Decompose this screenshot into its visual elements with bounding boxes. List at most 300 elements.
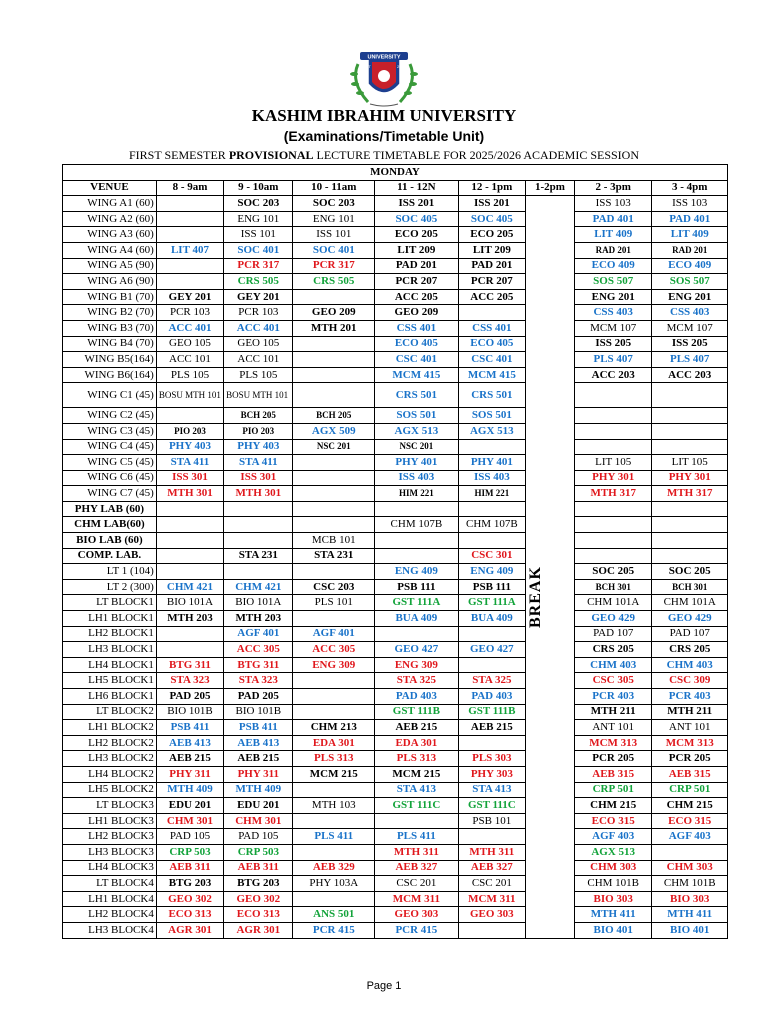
course-cell (293, 367, 375, 383)
break-cell (526, 829, 575, 845)
course-cell: MCM 107 (574, 320, 652, 336)
column-header: 2 - 3pm (574, 180, 652, 196)
course-cell: ANT 101 (574, 720, 652, 736)
break-cell (526, 751, 575, 767)
course-cell (375, 501, 459, 517)
table-row (63, 196, 728, 212)
course-cell: AGR 301 (156, 922, 223, 938)
course-cell: HIM 221 (458, 486, 525, 502)
course-cell: MCM 107 (652, 320, 728, 336)
course-cell: CHM 303 (652, 860, 728, 876)
break-cell (526, 196, 575, 212)
course-cell: MCM 311 (375, 891, 459, 907)
table-row (63, 320, 728, 336)
table-row (63, 455, 728, 471)
course-cell: SOC 401 (293, 242, 375, 258)
table-row (63, 289, 728, 305)
course-cell: LIT 105 (652, 455, 728, 471)
venue-cell: LH2 BLOCK4 (63, 907, 157, 923)
course-cell (458, 829, 525, 845)
break-cell (526, 423, 575, 439)
venue-cell: WING A5 (90) (63, 258, 157, 274)
course-cell: CSS 403 (574, 305, 652, 321)
table-row (63, 242, 728, 258)
course-cell: BIO 101A (156, 595, 223, 611)
break-cell (526, 860, 575, 876)
course-cell: ISS 205 (574, 336, 652, 352)
table-row (63, 720, 728, 736)
table-row (63, 844, 728, 860)
course-cell: STA 411 (156, 455, 223, 471)
course-cell (156, 501, 223, 517)
course-cell: GEY 201 (224, 289, 293, 305)
course-cell: CSC 203 (293, 579, 375, 595)
course-cell: CHM 215 (652, 798, 728, 814)
course-cell: ACC 401 (156, 320, 223, 336)
course-cell: ECO 315 (574, 813, 652, 829)
course-cell: PSB 111 (458, 579, 525, 595)
break-cell (526, 517, 575, 533)
column-header-row (63, 180, 728, 196)
timetable-body (63, 196, 728, 938)
logo-year: 2016 (397, 64, 406, 69)
course-cell (224, 501, 293, 517)
course-cell (574, 408, 652, 424)
break-cell (526, 735, 575, 751)
table-row (63, 626, 728, 642)
course-cell: GST 111A (375, 595, 459, 611)
course-cell: LIT 407 (156, 242, 223, 258)
course-cell: PHY 403 (224, 439, 293, 455)
course-cell: HIM 221 (375, 486, 459, 502)
table-row (63, 735, 728, 751)
course-cell: PCR 207 (375, 274, 459, 290)
course-cell (293, 289, 375, 305)
break-cell (526, 274, 575, 290)
venue-cell: LH3 BLOCK3 (63, 844, 157, 860)
course-cell: PAD 403 (375, 689, 459, 705)
course-cell (156, 227, 223, 243)
course-cell: AGF 401 (293, 626, 375, 642)
course-cell (293, 891, 375, 907)
course-cell (375, 533, 459, 549)
course-cell: GST 111B (375, 704, 459, 720)
session-post: LECTURE TIMETABLE FOR 2025/2026 ACADEMIC SESSION (313, 148, 639, 162)
course-cell (293, 455, 375, 471)
course-cell (293, 352, 375, 368)
venue-cell: CHM LAB(60) (63, 517, 157, 533)
course-cell: PAD 107 (574, 626, 652, 642)
course-cell: MTH 103 (293, 798, 375, 814)
course-cell: CRS 501 (458, 383, 525, 408)
table-row (63, 501, 728, 517)
logo-est: EST (363, 64, 371, 69)
course-cell: PHY 103A (293, 876, 375, 892)
course-cell: CHM 107B (375, 517, 459, 533)
course-cell: AGR 301 (224, 922, 293, 938)
course-cell (458, 735, 525, 751)
course-cell: NSC 201 (375, 439, 459, 455)
course-cell: MTH 201 (293, 320, 375, 336)
venue-cell: WING B5(164) (63, 352, 157, 368)
timetable (62, 164, 728, 939)
venue-cell: WING B4 (70) (63, 336, 157, 352)
course-cell: GST 111C (375, 798, 459, 814)
course-cell: PHY 301 (652, 470, 728, 486)
course-cell: PLS 101 (293, 595, 375, 611)
course-cell: SOC 203 (224, 196, 293, 212)
unit-name: (Examinations/Timetable Unit) (283, 128, 485, 144)
course-cell (293, 673, 375, 689)
course-cell: PAD 205 (224, 689, 293, 705)
course-cell: CSC 201 (458, 876, 525, 892)
table-row (63, 642, 728, 658)
course-cell (156, 548, 223, 564)
course-cell: PAD 401 (574, 211, 652, 227)
course-cell (293, 564, 375, 580)
course-cell (293, 501, 375, 517)
course-cell: AEB 329 (293, 860, 375, 876)
break-cell (526, 704, 575, 720)
course-cell: STA 323 (224, 673, 293, 689)
course-cell: CHM 403 (652, 657, 728, 673)
course-cell (293, 486, 375, 502)
course-cell: LIT 209 (375, 242, 459, 258)
venue-cell: LT BLOCK3 (63, 798, 157, 814)
course-cell: PLS 411 (375, 829, 459, 845)
break-cell (526, 548, 575, 564)
course-cell: PCR 207 (458, 274, 525, 290)
course-cell: PCR 103 (224, 305, 293, 321)
break-cell (526, 289, 575, 305)
course-cell (156, 533, 223, 549)
break-cell (526, 907, 575, 923)
column-header: 12 - 1pm (458, 180, 525, 196)
course-cell (574, 548, 652, 564)
logo-text: UNIVERSITY (367, 54, 401, 61)
table-row (63, 829, 728, 845)
course-cell: AGF 401 (224, 626, 293, 642)
break-cell (526, 766, 575, 782)
break-cell (526, 242, 575, 258)
break-cell (526, 352, 575, 368)
course-cell: MTH 211 (574, 704, 652, 720)
venue-cell: LH2 BLOCK3 (63, 829, 157, 845)
course-cell (224, 533, 293, 549)
course-cell: GEO 429 (574, 611, 652, 627)
break-cell (526, 383, 575, 408)
course-cell: RAD 201 (652, 242, 728, 258)
course-cell: BCH 301 (574, 579, 652, 595)
break-cell (526, 657, 575, 673)
course-cell: BIO 401 (652, 922, 728, 938)
venue-cell: WING C6 (45) (63, 470, 157, 486)
day-header: MONDAY (63, 165, 728, 181)
course-cell: MCB 101 (293, 533, 375, 549)
course-cell: PCR 317 (224, 258, 293, 274)
table-row (63, 383, 728, 408)
venue-cell: WING A1 (60) (63, 196, 157, 212)
venue-cell: WING A3 (60) (63, 227, 157, 243)
break-cell (526, 782, 575, 798)
course-cell (156, 196, 223, 212)
course-cell (652, 548, 728, 564)
break-cell (526, 922, 575, 938)
course-cell: CSC 301 (458, 548, 525, 564)
course-cell (156, 211, 223, 227)
course-cell (156, 408, 223, 424)
course-cell: PCR 205 (652, 751, 728, 767)
course-cell: SOC 405 (458, 211, 525, 227)
course-cell: PHY 303 (458, 766, 525, 782)
course-cell: ENG 201 (574, 289, 652, 305)
course-cell: BIO 101A (224, 595, 293, 611)
course-cell: PLS 303 (458, 751, 525, 767)
table-row (63, 657, 728, 673)
course-cell: CHM 215 (574, 798, 652, 814)
course-cell (156, 626, 223, 642)
course-cell: GST 111C (458, 798, 525, 814)
table-row (63, 798, 728, 814)
table-row (63, 367, 728, 383)
course-cell (458, 501, 525, 517)
course-cell: AEB 413 (224, 735, 293, 751)
course-cell (375, 813, 459, 829)
course-cell: BCH 205 (224, 408, 293, 424)
venue-cell: LH3 BLOCK1 (63, 642, 157, 658)
column-header: VENUE (63, 180, 157, 196)
course-cell: PAD 105 (224, 829, 293, 845)
course-cell: LIT 209 (458, 242, 525, 258)
course-cell: AEB 315 (652, 766, 728, 782)
venue-cell: LH1 BLOCK3 (63, 813, 157, 829)
course-cell: SOS 507 (574, 274, 652, 290)
course-cell: PLS 407 (652, 352, 728, 368)
table-row (63, 439, 728, 455)
course-cell: AGX 513 (375, 423, 459, 439)
course-cell: ISS 103 (652, 196, 728, 212)
course-cell: STA 325 (375, 673, 459, 689)
course-cell (293, 844, 375, 860)
course-cell (652, 383, 728, 408)
course-cell: STA 323 (156, 673, 223, 689)
column-header: 8 - 9am (156, 180, 223, 196)
course-cell (293, 782, 375, 798)
course-cell: STA 413 (375, 782, 459, 798)
course-cell: MTH 317 (574, 486, 652, 502)
course-cell: MCM 215 (293, 766, 375, 782)
course-cell: BTG 311 (224, 657, 293, 673)
venue-cell: LT BLOCK2 (63, 704, 157, 720)
table-row (63, 486, 728, 502)
course-cell: PHY 301 (574, 470, 652, 486)
course-cell: PLS 105 (156, 367, 223, 383)
table-row (63, 782, 728, 798)
course-cell: PCR 317 (293, 258, 375, 274)
table-row (63, 766, 728, 782)
course-cell (156, 564, 223, 580)
venue-cell: WING A6 (90) (63, 274, 157, 290)
break-cell (526, 227, 575, 243)
venue-cell: LH2 BLOCK1 (63, 626, 157, 642)
venue-cell: LH3 BLOCK4 (63, 922, 157, 938)
course-cell: PLS 407 (574, 352, 652, 368)
course-cell: CHM 421 (224, 579, 293, 595)
course-cell: AGX 509 (293, 423, 375, 439)
venue-cell: WING C1 (45) (63, 383, 157, 408)
course-cell: ECO 205 (375, 227, 459, 243)
course-cell: GEO 429 (652, 611, 728, 627)
course-cell: BTG 311 (156, 657, 223, 673)
course-cell: PSB 101 (458, 813, 525, 829)
course-cell: BIO 101B (224, 704, 293, 720)
break-cell (526, 367, 575, 383)
course-cell: GEO 302 (156, 891, 223, 907)
course-cell: CHM 403 (574, 657, 652, 673)
course-cell (293, 470, 375, 486)
course-cell (458, 657, 525, 673)
course-cell (156, 517, 223, 533)
course-cell: MTH 203 (156, 611, 223, 627)
course-cell (574, 439, 652, 455)
course-cell: CSC 309 (652, 673, 728, 689)
course-cell: PIO 203 (156, 423, 223, 439)
course-cell (156, 642, 223, 658)
course-cell: SOS 507 (652, 274, 728, 290)
course-cell: AEB 215 (156, 751, 223, 767)
course-cell: ACC 401 (224, 320, 293, 336)
break-cell (526, 673, 575, 689)
venue-cell: LH1 BLOCK1 (63, 611, 157, 627)
venue-cell: LH4 BLOCK1 (63, 657, 157, 673)
course-cell: ENG 201 (652, 289, 728, 305)
course-cell: PSB 411 (224, 720, 293, 736)
table-row (63, 813, 728, 829)
course-cell: SOC 401 (224, 242, 293, 258)
venue-cell: LH1 BLOCK4 (63, 891, 157, 907)
course-cell: MTH 311 (375, 844, 459, 860)
course-cell: ISS 403 (458, 470, 525, 486)
course-cell (574, 383, 652, 408)
course-cell: ENG 309 (293, 657, 375, 673)
course-cell: CRS 505 (224, 274, 293, 290)
course-cell (652, 408, 728, 424)
course-cell: CRP 501 (652, 782, 728, 798)
course-cell: PAD 401 (652, 211, 728, 227)
course-cell: AEB 327 (458, 860, 525, 876)
venue-cell: LT BLOCK4 (63, 876, 157, 892)
venue-cell: LH1 BLOCK2 (63, 720, 157, 736)
venue-cell: LT BLOCK1 (63, 595, 157, 611)
break-cell (526, 455, 575, 471)
course-cell: MTH 411 (652, 907, 728, 923)
course-cell: CHM 421 (156, 579, 223, 595)
course-cell: MCM 313 (574, 735, 652, 751)
course-cell: ACC 101 (156, 352, 223, 368)
course-cell: ECO 313 (224, 907, 293, 923)
course-cell: BOSU MTH 101 (224, 383, 293, 408)
course-cell (375, 548, 459, 564)
course-cell: MCM 415 (375, 367, 459, 383)
course-cell: GEO 303 (458, 907, 525, 923)
break-cell (526, 642, 575, 658)
course-cell: SOS 501 (458, 408, 525, 424)
venue-cell: WING B3 (70) (63, 320, 157, 336)
table-row (63, 258, 728, 274)
table-row (63, 408, 728, 424)
course-cell: MTH 211 (652, 704, 728, 720)
course-cell (574, 423, 652, 439)
break-cell (526, 336, 575, 352)
course-cell: PHY 401 (375, 455, 459, 471)
course-cell (574, 517, 652, 533)
course-cell: MCM 215 (375, 766, 459, 782)
course-cell: PAD 107 (652, 626, 728, 642)
course-cell: CSC 401 (375, 352, 459, 368)
course-cell: CRS 505 (293, 274, 375, 290)
course-cell (652, 517, 728, 533)
course-cell: MTH 409 (224, 782, 293, 798)
course-cell: PHY 401 (458, 455, 525, 471)
venue-cell: LH5 BLOCK1 (63, 673, 157, 689)
table-row (63, 423, 728, 439)
column-header: 3 - 4pm (652, 180, 728, 196)
course-cell: ACC 203 (652, 367, 728, 383)
course-cell (293, 611, 375, 627)
course-cell: ACC 305 (293, 642, 375, 658)
course-cell: CRS 501 (375, 383, 459, 408)
table-row (63, 517, 728, 533)
venue-cell: LH5 BLOCK2 (63, 782, 157, 798)
course-cell: MTH 409 (156, 782, 223, 798)
session-bold: PROVISIONAL (228, 148, 314, 162)
course-cell: GEO 209 (375, 305, 459, 321)
table-row (63, 352, 728, 368)
course-cell: GEO 105 (156, 336, 223, 352)
venue-cell: PHY LAB (60) (63, 501, 157, 517)
course-cell: BTG 203 (224, 876, 293, 892)
table-row (63, 891, 728, 907)
table-row (63, 907, 728, 923)
course-cell: CHM 213 (293, 720, 375, 736)
course-cell: ISS 101 (224, 227, 293, 243)
course-cell: BTG 203 (156, 876, 223, 892)
table-row (63, 689, 728, 705)
course-cell: CRP 501 (574, 782, 652, 798)
course-cell (652, 501, 728, 517)
table-row (63, 673, 728, 689)
course-cell: ISS 201 (458, 196, 525, 212)
venue-cell: LT 1 (104) (63, 564, 157, 580)
venue-cell: WING A4 (60) (63, 242, 157, 258)
course-cell: CSC 305 (574, 673, 652, 689)
shield-icon (368, 58, 400, 93)
venue-cell: LH3 BLOCK2 (63, 751, 157, 767)
course-cell: PAD 201 (375, 258, 459, 274)
course-cell: GEO 303 (375, 907, 459, 923)
course-cell: ECO 405 (458, 336, 525, 352)
course-cell: ISS 301 (224, 470, 293, 486)
venue-cell: LH4 BLOCK3 (63, 860, 157, 876)
course-cell (293, 689, 375, 705)
course-cell: ECO 315 (652, 813, 728, 829)
course-cell: AEB 311 (224, 860, 293, 876)
course-cell: CSS 403 (652, 305, 728, 321)
course-cell: PLS 105 (224, 367, 293, 383)
course-cell: ISS 101 (293, 227, 375, 243)
course-cell: ECO 409 (574, 258, 652, 274)
course-cell: PLS 411 (293, 829, 375, 845)
